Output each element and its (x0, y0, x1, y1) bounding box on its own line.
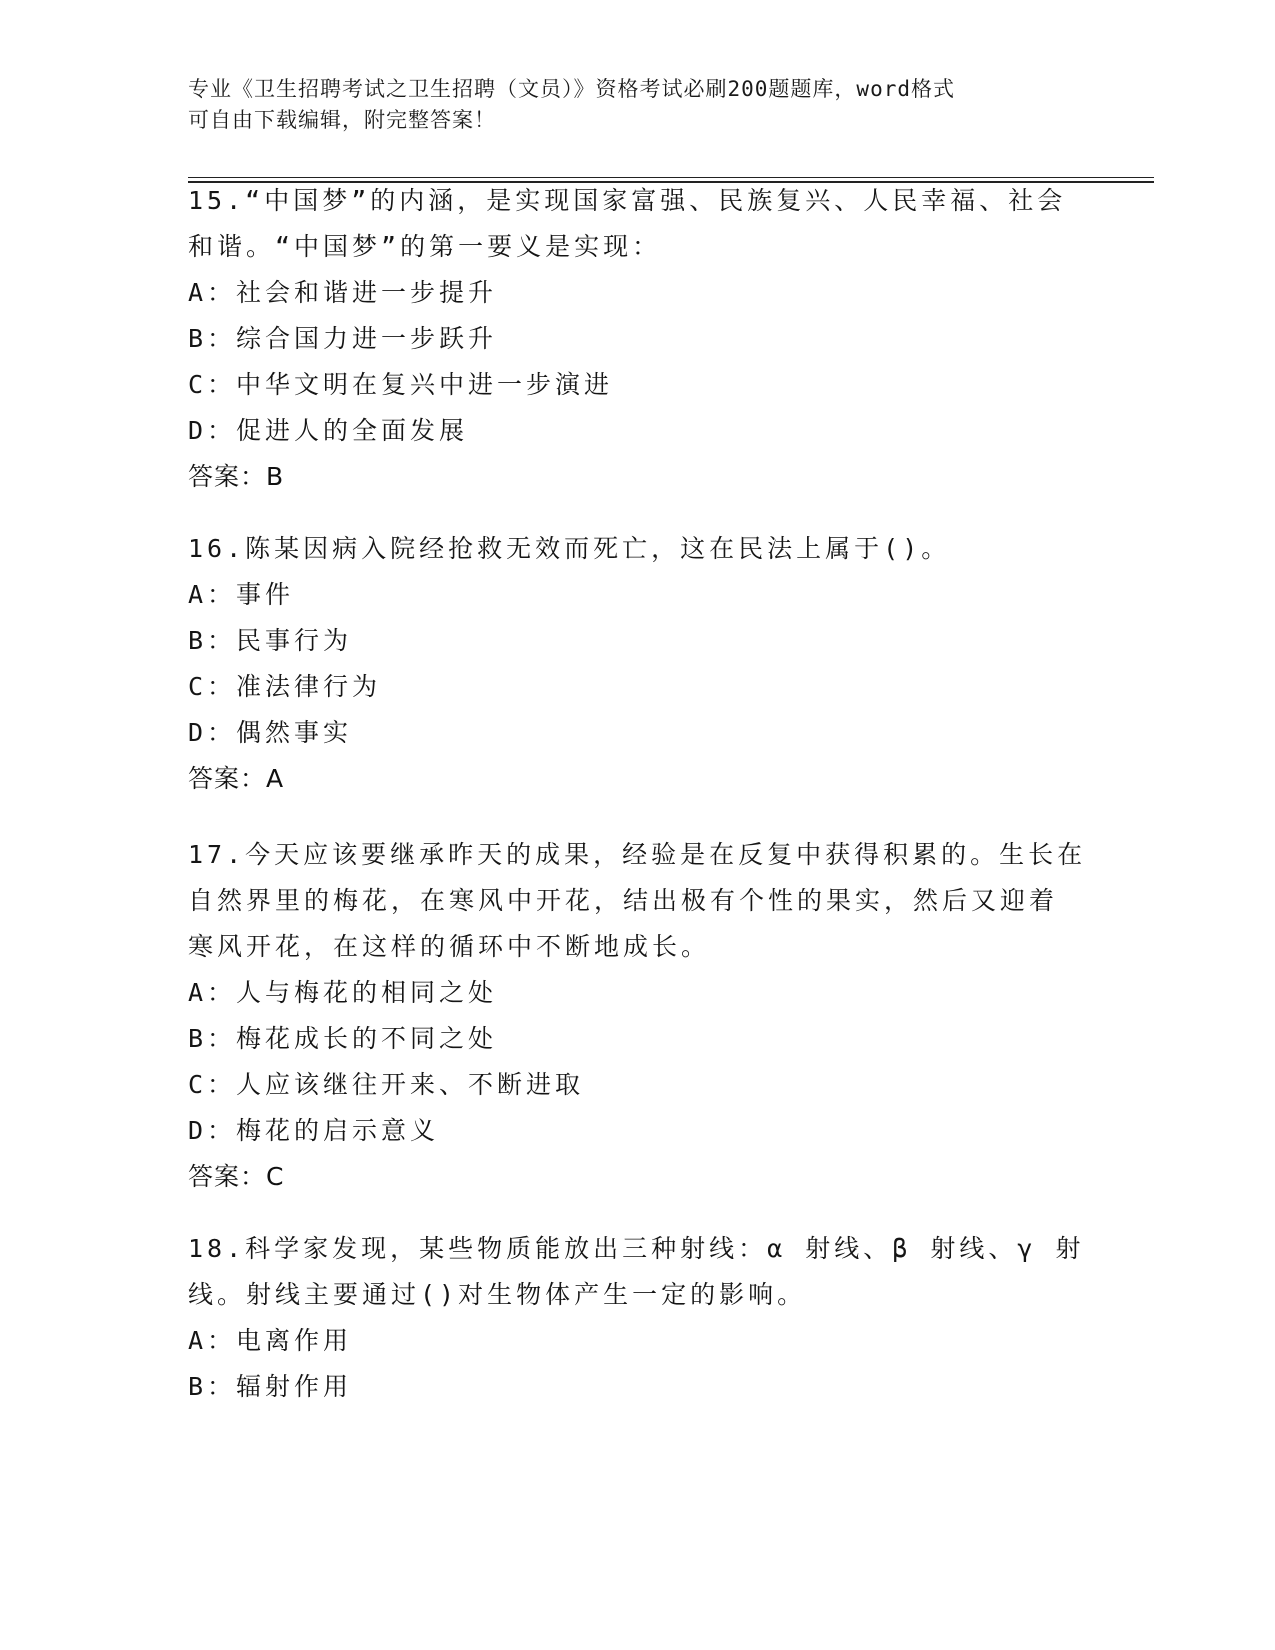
option-b: B：梅花成长的不同之处 (188, 1024, 498, 1053)
question-18 (188, 1226, 1088, 1410)
question-stem-line: 17.今天应该要继承昨天的成果，经验是在反复中获得积累的。生长在 (188, 840, 1087, 869)
answer-label: 答案：B (188, 462, 285, 491)
question-stem-line: 18.科学家发现，某些物质能放出三种射线：α 射线、β 射线、γ 射 (188, 1234, 1085, 1263)
option-b: B：综合国力进一步跃升 (188, 324, 498, 353)
option-c: C：准法律行为 (188, 672, 382, 701)
question-stem-line: 和谐。“中国梦”的第一要义是实现： (188, 232, 662, 261)
document-header (188, 74, 1068, 136)
option-a: A：人与梅花的相同之处 (188, 978, 498, 1007)
option-d: D：梅花的启示意义 (188, 1116, 440, 1145)
question-stem-line: 16.陈某因病入院经抢救无效而死亡，这在民法上属于()。 (188, 534, 951, 563)
question-stem-line: 线。射线主要通过()对生物体产生一定的影响。 (188, 1280, 807, 1309)
option-d: D：偶然事实 (188, 718, 353, 747)
option-a: A：电离作用 (188, 1326, 353, 1355)
header-title-line-1: 专业《卫生招聘考试之卫生招聘（文员）》资格考试必刷200题题库，word格式 (188, 77, 955, 101)
question-stem-line: 15.“中国梦”的内涵，是实现国家富强、民族复兴、人民幸福、社会 (188, 186, 1067, 215)
option-d: D：促进人的全面发展 (188, 416, 469, 445)
header-title-line-2: 可自由下载编辑，附完整答案！ (188, 108, 496, 132)
option-a: A：社会和谐进一步提升 (188, 278, 498, 307)
question-stem-line: 寒风开花，在这样的循环中不断地成长。 (188, 932, 711, 961)
option-b: B：民事行为 (188, 626, 353, 655)
question-16 (188, 526, 1088, 802)
answer-label: 答案：A (188, 764, 285, 793)
question-15 (188, 178, 1088, 500)
option-c: C：人应该继往开来、不断进取 (188, 1070, 585, 1099)
answer-label: 答案：C (188, 1162, 285, 1191)
question-17 (188, 832, 1088, 1200)
option-c: C：中华文明在复兴中进一步演进 (188, 370, 614, 399)
question-stem-line: 自然界里的梅花，在寒风中开花，结出极有个性的果实，然后又迎着 (188, 886, 1059, 915)
option-b: B：辐射作用 (188, 1372, 353, 1401)
option-a: A：事件 (188, 580, 295, 609)
